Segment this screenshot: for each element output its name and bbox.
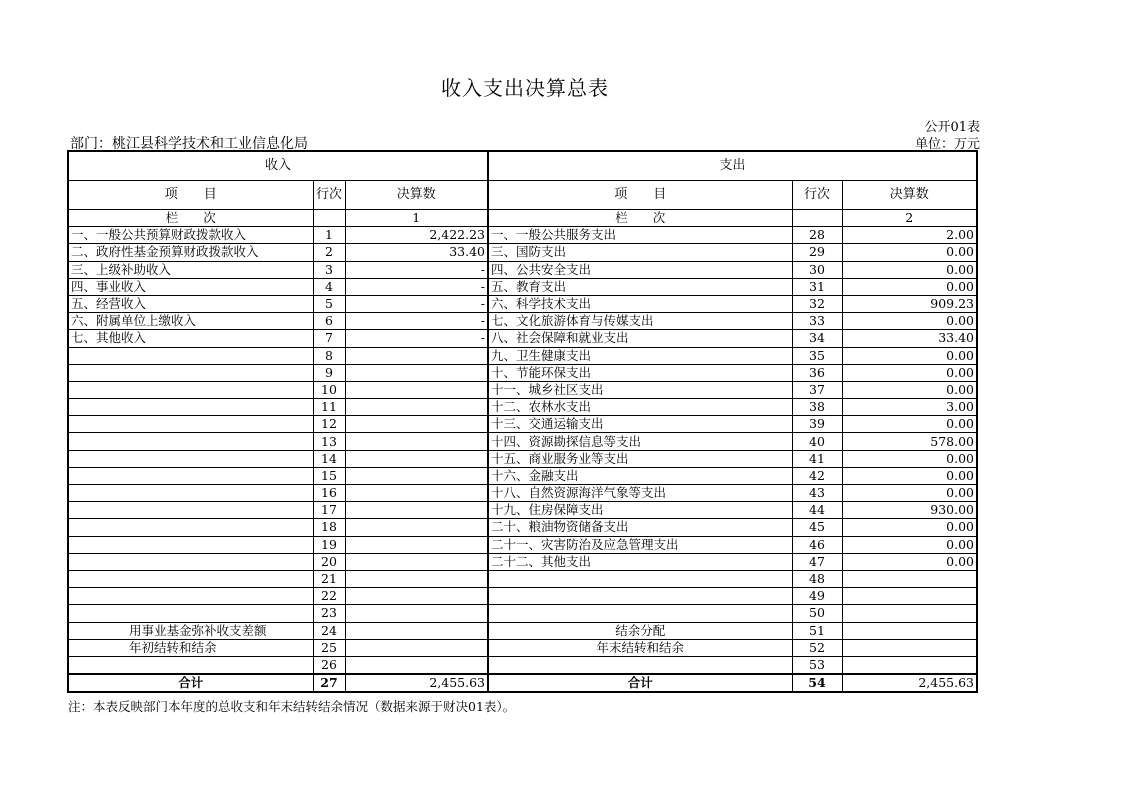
income-item: 四、事业收入 xyxy=(68,278,313,295)
header-row-column-index xyxy=(68,210,977,227)
summary-table xyxy=(67,150,978,693)
income-amount xyxy=(345,399,488,416)
expense-row-number: 50 xyxy=(792,605,842,622)
income-amount xyxy=(345,570,488,587)
expense-item: 二十一、灾害防治及应急管理支出 xyxy=(488,536,792,553)
income-item: 三、上级补助收入 xyxy=(68,261,313,278)
expense-amount xyxy=(842,570,977,587)
expense-item: 一、一般公共服务支出 xyxy=(488,227,792,244)
table-row xyxy=(68,433,977,450)
expense-row-number: 53 xyxy=(792,656,842,674)
expense-row-number: 30 xyxy=(792,261,842,278)
income-item xyxy=(68,519,313,536)
form-number: 公开01表 xyxy=(924,120,980,135)
table-row xyxy=(68,261,977,278)
income-item xyxy=(68,485,313,502)
income-amount xyxy=(345,536,488,553)
expense-item: 五、教育支出 xyxy=(488,278,792,295)
expense-item: 八、社会保障和就业支出 xyxy=(488,330,792,347)
expense-column-blank xyxy=(792,210,842,227)
expense-item: 十九、住房保障支出 xyxy=(488,502,792,519)
expense-row-number: 49 xyxy=(792,588,842,605)
page-title: 收入支出决算总表 xyxy=(441,76,609,100)
expense-row-number: 28 xyxy=(792,227,842,244)
table-row xyxy=(68,227,977,244)
income-amount: 33.40 xyxy=(345,244,488,261)
income-amount xyxy=(345,347,488,364)
table-row xyxy=(68,450,977,467)
expense-amount: 33.40 xyxy=(842,330,977,347)
expense-amount xyxy=(842,622,977,639)
income-row-number: 16 xyxy=(313,485,345,502)
income-row-number: 20 xyxy=(313,553,345,570)
expense-item: 二十二、其他支出 xyxy=(488,553,792,570)
expense-item-header: 项 目 xyxy=(488,181,792,210)
income-item: 七、其他收入 xyxy=(68,330,313,347)
income-row-number: 3 xyxy=(313,261,345,278)
expense-item: 六、科学技术支出 xyxy=(488,295,792,312)
expense-amount: 0.00 xyxy=(842,364,977,381)
income-item xyxy=(68,347,313,364)
expense-item xyxy=(488,570,792,587)
expense-row-number: 46 xyxy=(792,536,842,553)
expense-item: 十五、商业服务业等支出 xyxy=(488,450,792,467)
income-header: 收入 xyxy=(68,151,488,181)
expense-amount: 0.00 xyxy=(842,536,977,553)
income-row-number: 13 xyxy=(313,433,345,450)
expense-row-number: 32 xyxy=(792,295,842,312)
income-item xyxy=(68,416,313,433)
expense-amount-header: 决算数 xyxy=(842,181,977,210)
expense-item: 十一、城乡社区支出 xyxy=(488,381,792,398)
expense-amount xyxy=(842,588,977,605)
income-row-number: 18 xyxy=(313,519,345,536)
income-amount xyxy=(345,485,488,502)
expense-amount xyxy=(842,639,977,656)
income-amount xyxy=(345,639,488,656)
expense-amount: 3.00 xyxy=(842,399,977,416)
income-amount: - xyxy=(345,295,488,312)
income-item xyxy=(68,656,313,674)
income-item: 二、政府性基金预算财政拨款收入 xyxy=(68,244,313,261)
income-amount: - xyxy=(345,330,488,347)
income-row-number: 15 xyxy=(313,467,345,484)
income-amount: - xyxy=(345,261,488,278)
income-item xyxy=(68,450,313,467)
expense-header: 支出 xyxy=(488,151,977,181)
expense-item: 十二、农林水支出 xyxy=(488,399,792,416)
expense-item: 三、国防支出 xyxy=(488,244,792,261)
table-row xyxy=(68,553,977,570)
expense-row-number: 48 xyxy=(792,570,842,587)
expense-row-number: 40 xyxy=(792,433,842,450)
income-row-number: 1 xyxy=(313,227,345,244)
expense-amount: 0.00 xyxy=(842,485,977,502)
expense-item: 十六、金融支出 xyxy=(488,467,792,484)
income-row-number: 10 xyxy=(313,381,345,398)
table-row xyxy=(68,313,977,330)
expense-row-number: 52 xyxy=(792,639,842,656)
income-item xyxy=(68,502,313,519)
income-total-label: 合计 xyxy=(68,674,313,692)
income-row-number: 4 xyxy=(313,278,345,295)
income-row-number: 7 xyxy=(313,330,345,347)
income-row-number: 24 xyxy=(313,622,345,639)
table-row xyxy=(68,381,977,398)
expense-amount: 0.00 xyxy=(842,467,977,484)
expense-amount: 0.00 xyxy=(842,278,977,295)
income-row-number: 11 xyxy=(313,399,345,416)
expense-amount: 0.00 xyxy=(842,450,977,467)
income-item xyxy=(68,364,313,381)
income-rowno-header: 行次 xyxy=(313,181,345,210)
expense-item: 十四、资源勘探信息等支出 xyxy=(488,433,792,450)
income-item: 年初结转和结余 xyxy=(68,639,313,656)
income-amount xyxy=(345,433,488,450)
expense-amount: 0.00 xyxy=(842,519,977,536)
income-row-number: 14 xyxy=(313,450,345,467)
income-item xyxy=(68,467,313,484)
table-row xyxy=(68,639,977,656)
expense-total-label: 合计 xyxy=(488,674,792,692)
header-row-sections xyxy=(68,151,977,181)
income-amount xyxy=(345,519,488,536)
table-row xyxy=(68,244,977,261)
expense-amount: 0.00 xyxy=(842,313,977,330)
table-row xyxy=(68,295,977,312)
expense-rowno-header: 行次 xyxy=(792,181,842,210)
expense-amount xyxy=(842,605,977,622)
income-row-number: 5 xyxy=(313,295,345,312)
expense-row-number: 37 xyxy=(792,381,842,398)
income-row-number: 17 xyxy=(313,502,345,519)
income-column-number: 1 xyxy=(345,210,488,227)
expense-amount: 0.00 xyxy=(842,416,977,433)
income-row-number: 6 xyxy=(313,313,345,330)
expense-row-number: 29 xyxy=(792,244,842,261)
expense-item: 七、文化旅游体育与传媒支出 xyxy=(488,313,792,330)
income-total-amount: 2,455.63 xyxy=(345,674,488,692)
expense-item: 二十、粮油物资储备支出 xyxy=(488,519,792,536)
table-row xyxy=(68,278,977,295)
income-row-number: 26 xyxy=(313,656,345,674)
table-row xyxy=(68,519,977,536)
income-item xyxy=(68,536,313,553)
expense-row-number: 45 xyxy=(792,519,842,536)
expense-item xyxy=(488,656,792,674)
unit-label: 单位：万元 xyxy=(914,137,980,152)
table-row xyxy=(68,467,977,484)
table-row xyxy=(68,588,977,605)
expense-item xyxy=(488,605,792,622)
income-amount: - xyxy=(345,313,488,330)
expense-row-number: 31 xyxy=(792,278,842,295)
income-amount-header: 决算数 xyxy=(345,181,488,210)
table-row xyxy=(68,330,977,347)
expense-row-number: 36 xyxy=(792,364,842,381)
expense-amount: 909.23 xyxy=(842,295,977,312)
income-amount xyxy=(345,467,488,484)
income-column-label: 栏 次 xyxy=(68,210,313,227)
expense-row-number: 44 xyxy=(792,502,842,519)
income-row-number: 9 xyxy=(313,364,345,381)
expense-amount: 0.00 xyxy=(842,553,977,570)
income-item xyxy=(68,605,313,622)
table-row xyxy=(68,536,977,553)
expense-item: 十三、交通运输支出 xyxy=(488,416,792,433)
income-item xyxy=(68,433,313,450)
header-row-columns xyxy=(68,181,977,210)
department-label: 部门：桃江县科学技术和工业信息化局 xyxy=(70,136,308,152)
table-row xyxy=(68,416,977,433)
expense-item: 九、卫生健康支出 xyxy=(488,347,792,364)
table-row xyxy=(68,364,977,381)
expense-column-number: 2 xyxy=(842,210,977,227)
income-item xyxy=(68,588,313,605)
expense-row-number: 34 xyxy=(792,330,842,347)
income-amount xyxy=(345,450,488,467)
income-item: 一、一般公共预算财政拨款收入 xyxy=(68,227,313,244)
income-amount xyxy=(345,622,488,639)
expense-row-number: 47 xyxy=(792,553,842,570)
expense-column-label: 栏 次 xyxy=(488,210,792,227)
expense-item: 十、节能环保支出 xyxy=(488,364,792,381)
expense-item: 四、公共安全支出 xyxy=(488,261,792,278)
income-total-row-number: 27 xyxy=(313,674,345,692)
income-amount: 2,422.23 xyxy=(345,227,488,244)
table-row xyxy=(68,570,977,587)
income-row-number: 22 xyxy=(313,588,345,605)
income-row-number: 19 xyxy=(313,536,345,553)
income-amount xyxy=(345,381,488,398)
table-row xyxy=(68,502,977,519)
income-amount xyxy=(345,656,488,674)
expense-amount: 930.00 xyxy=(842,502,977,519)
expense-row-number: 41 xyxy=(792,450,842,467)
income-item: 用事业基金弥补收支差额 xyxy=(68,622,313,639)
table-row xyxy=(68,622,977,639)
income-item xyxy=(68,553,313,570)
expense-amount: 578.00 xyxy=(842,433,977,450)
income-row-number: 2 xyxy=(313,244,345,261)
expense-amount: 0.00 xyxy=(842,347,977,364)
total-row xyxy=(68,674,977,692)
expense-row-number: 38 xyxy=(792,399,842,416)
expense-row-number: 42 xyxy=(792,467,842,484)
income-item: 五、经营收入 xyxy=(68,295,313,312)
expense-amount xyxy=(842,656,977,674)
expense-item xyxy=(488,588,792,605)
expense-amount: 0.00 xyxy=(842,261,977,278)
expense-row-number: 39 xyxy=(792,416,842,433)
expense-amount: 0.00 xyxy=(842,381,977,398)
expense-row-number: 35 xyxy=(792,347,842,364)
income-row-number: 23 xyxy=(313,605,345,622)
income-amount xyxy=(345,605,488,622)
income-row-number: 8 xyxy=(313,347,345,364)
expense-item: 年末结转和结余 xyxy=(488,639,792,656)
income-item xyxy=(68,381,313,398)
income-item xyxy=(68,570,313,587)
income-item: 六、附属单位上缴收入 xyxy=(68,313,313,330)
income-amount xyxy=(345,553,488,570)
footnote: 注：本表反映部门本年度的总收支和年末结转结余情况（数据来源于财决01表）。 xyxy=(68,699,516,714)
expense-row-number: 33 xyxy=(792,313,842,330)
expense-item: 十八、自然资源海洋气象等支出 xyxy=(488,485,792,502)
table-row xyxy=(68,399,977,416)
expense-row-number: 43 xyxy=(792,485,842,502)
income-row-number: 25 xyxy=(313,639,345,656)
expense-amount: 0.00 xyxy=(842,244,977,261)
table-row xyxy=(68,656,977,674)
table-row xyxy=(68,347,977,364)
table-row xyxy=(68,485,977,502)
income-item xyxy=(68,399,313,416)
table-row xyxy=(68,605,977,622)
expense-row-number: 51 xyxy=(792,622,842,639)
income-amount: - xyxy=(345,278,488,295)
expense-total-amount: 2,455.63 xyxy=(842,674,977,692)
expense-amount: 2.00 xyxy=(842,227,977,244)
income-amount xyxy=(345,502,488,519)
income-amount xyxy=(345,416,488,433)
expense-item: 结余分配 xyxy=(488,622,792,639)
income-row-number: 12 xyxy=(313,416,345,433)
income-column-blank xyxy=(313,210,345,227)
expense-total-row-number: 54 xyxy=(792,674,842,692)
income-item-header: 项 目 xyxy=(68,181,313,210)
income-amount xyxy=(345,588,488,605)
income-amount xyxy=(345,364,488,381)
income-row-number: 21 xyxy=(313,570,345,587)
